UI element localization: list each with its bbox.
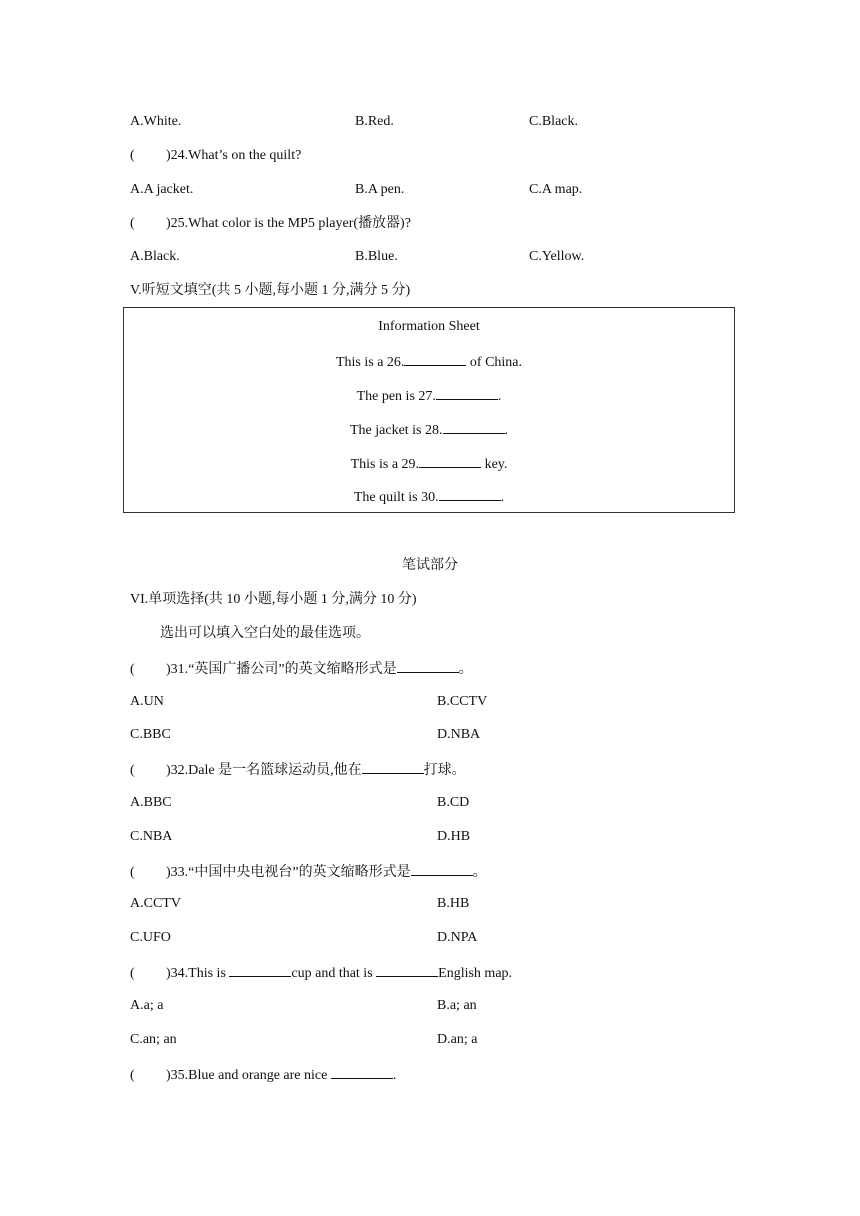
question-35-text-end: . — [392, 1068, 397, 1083]
q25-option-a: A.Black. — [130, 249, 180, 264]
question-31-text: )31.“英国广播公司”的英文缩略形式是 — [166, 662, 397, 677]
q24-option-c: C.A map. — [529, 182, 583, 197]
question-31 — [130, 659, 473, 679]
info-28-text: The jacket is 28. — [349, 423, 443, 438]
answer-paren: ( — [130, 1068, 135, 1083]
info-line-29 — [124, 454, 734, 474]
info-line-27 — [124, 386, 734, 406]
q25-option-c: C.Yellow. — [529, 249, 585, 264]
blank-34-2 — [376, 963, 438, 977]
question-34-text-mid: cup and that is — [291, 966, 377, 981]
info-27-text-end: . — [497, 389, 502, 404]
answer-paren: ( — [130, 966, 135, 981]
question-33-text-end: 。 — [472, 865, 487, 880]
question-25 — [130, 215, 411, 233]
question-33 — [130, 862, 487, 882]
question-35 — [130, 1065, 396, 1085]
answer-paren: ( — [130, 865, 135, 880]
answer-paren: ( — [130, 763, 135, 778]
q24-option-b: B.A pen. — [355, 182, 405, 197]
q32-option-b: B.CD — [437, 795, 470, 810]
blank-29 — [419, 454, 481, 468]
q32-option-c: C.NBA — [130, 829, 173, 844]
question-25-text: )25.What color is the MP5 player(播放器)? — [166, 216, 411, 231]
info-line-26 — [124, 352, 734, 372]
info-30-text-end: . — [500, 490, 505, 505]
info-line-28 — [124, 420, 734, 440]
q31-option-c: C.BBC — [130, 727, 171, 742]
information-sheet-title: Information Sheet — [378, 319, 480, 334]
q23-option-b: B.Red. — [355, 114, 394, 129]
information-sheet-box — [123, 307, 735, 513]
info-line-30 — [124, 487, 734, 507]
q31-option-d: D.NBA — [437, 727, 481, 742]
question-32 — [130, 760, 466, 780]
info-29-text-end: key. — [481, 457, 508, 472]
question-32-text: )32.Dale 是一名篮球运动员,他在 — [166, 763, 362, 778]
q23-option-a: A.White. — [130, 114, 182, 129]
q34-option-c: C.an; an — [130, 1032, 177, 1047]
q34-option-b: B.a; an — [437, 998, 477, 1013]
info-26-text: This is a 26. — [335, 355, 405, 370]
blank-28 — [443, 420, 505, 434]
q33-option-b: B.HB — [437, 896, 470, 911]
question-35-text: )35.Blue and orange are nice — [166, 1068, 331, 1083]
question-34-text: )34.This is — [166, 966, 230, 981]
info-29-text: This is a 29. — [350, 457, 420, 472]
blank-35 — [331, 1065, 393, 1079]
answer-paren: ( — [130, 148, 135, 163]
blank-32 — [362, 760, 424, 774]
blank-30 — [439, 487, 501, 501]
answer-paren: ( — [130, 662, 135, 677]
blank-33 — [411, 862, 473, 876]
answer-paren: ( — [130, 216, 135, 231]
q32-option-d: D.HB — [437, 829, 471, 844]
blank-31 — [397, 659, 459, 673]
info-28-text-end: . — [504, 423, 509, 438]
question-32-text-end: 打球。 — [423, 763, 466, 778]
question-24 — [130, 147, 301, 165]
q24-option-a: A.A jacket. — [130, 182, 194, 197]
written-part-heading: 笔试部分 — [402, 558, 458, 573]
section-5-title: V.听短文填空(共 5 小题,每小题 1 分,满分 5 分) — [130, 283, 411, 298]
question-33-text: )33.“中国中央电视台”的英文缩略形式是 — [166, 865, 411, 880]
question-24-text: )24.What’s on the quilt? — [166, 148, 302, 163]
blank-26 — [404, 352, 466, 366]
q31-option-b: B.CCTV — [437, 694, 488, 709]
question-34 — [130, 963, 512, 983]
q33-option-c: C.UFO — [130, 930, 171, 945]
blank-27 — [436, 386, 498, 400]
section-6-title: VI.单项选择(共 10 小题,每小题 1 分,满分 10 分) — [130, 592, 417, 607]
section-6-instruction: 选出可以填入空白处的最佳选项。 — [160, 626, 370, 641]
q33-option-a: A.CCTV — [130, 896, 181, 911]
question-34-text-end: English map. — [438, 966, 513, 981]
question-31-text-end: 。 — [458, 662, 473, 677]
q32-option-a: A.BBC — [130, 795, 172, 810]
q33-option-d: D.NPA — [437, 930, 478, 945]
info-30-text: The quilt is 30. — [353, 490, 439, 505]
blank-34-1 — [229, 963, 291, 977]
q34-option-d: D.an; a — [437, 1032, 478, 1047]
info-26-text-end: of China. — [466, 355, 523, 370]
q34-option-a: A.a; a — [130, 998, 164, 1013]
q31-option-a: A.UN — [130, 694, 164, 709]
q25-option-b: B.Blue. — [355, 249, 398, 264]
q23-option-c: C.Black. — [529, 114, 578, 129]
info-27-text: The pen is 27. — [356, 389, 436, 404]
